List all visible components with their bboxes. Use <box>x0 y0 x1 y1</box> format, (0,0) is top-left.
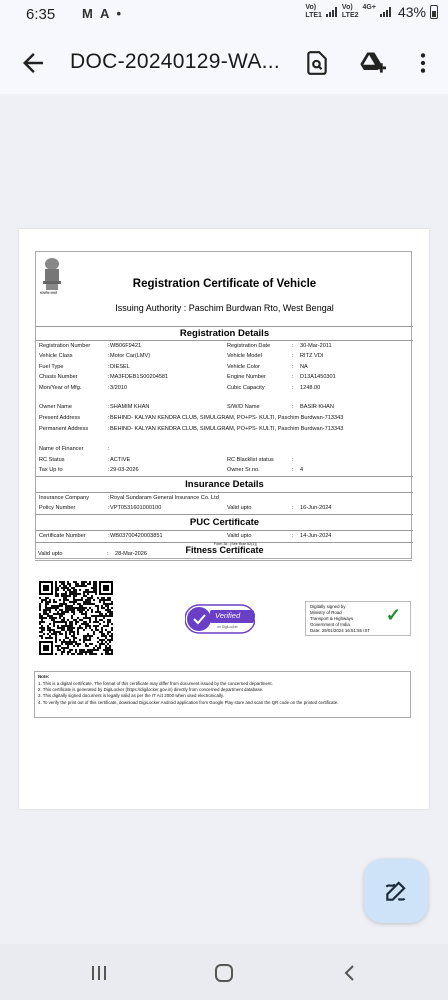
emblem-caption: सत्यमेव जयते <box>40 291 58 295</box>
more-vert-icon[interactable] <box>408 48 438 78</box>
present-address: BEHIND- KALYAN KENDRA CLUB, SIMULGRAM, PO+PS- KULTI, Paschim Burdwan-713343 <box>110 415 344 421</box>
certificate-title: Registration Certificate of Vehicle <box>132 278 317 290</box>
home-icon[interactable] <box>211 960 237 986</box>
qr-code <box>39 581 113 655</box>
field-label: Registration Number <box>39 343 91 349</box>
status-bar <box>0 0 448 32</box>
divider <box>36 476 413 477</box>
divider <box>36 530 413 531</box>
notes-heading: Note: <box>38 674 50 679</box>
registration-certificate: सत्यमेव जयते Registration Certificate of Vehicle Issuing Authority : Paschim Burdwan Rto, West Bengal Registration Details Registration Number : WB06F9421 Vehicle Class : Motor Car(LMV) Fuel Type : DIESEL Chasis Number : MA3FDEB1S00204581 Mon/Year of Mfg. : 3/2010 Registration Date : 30-Mar-2011 Vehicle Model : RITZ VDI Vehicle Color : NA Engine Number : D13A1450301 Cubic Capacity : 1248.00 Owner Name : SHAMIM KHAN S/W/D Name : BASIR KHAN Present Address : BEHIND- KALYAN KENDRA CLUB, SIMULGRAM, PO+PS- KULTI, Paschim Burdwan-713343 Permanent Address : BEHIND- KALYAN KENDRA CLUB, SIMULGRAM, PO+PS- KULTI, Paschim Burdwan-713343 Name of Financer : RC Status : ACTIVE RC Blacklist status : Tax Up to : 29-03-2026 Owner Sr.no. : 4 Insurance Details Insurance Company : Royal Sundaram General Insurance Co. Ltd Policy Number : VPT0531601000100 Valid upto : 16-Jun-2024 PUC Certificate Certificate Number : WB03700420003851 Valid upto : 14-Jun-2024 Fitness Certificate <box>35 251 412 559</box>
section-registration: Registration Details <box>179 328 270 339</box>
divider <box>36 492 413 493</box>
note-line: 1. This is a digital certificate. The format of this certificate may differ from document issued by the concerned department. <box>38 681 273 686</box>
network-4g-icon: 4G+ <box>362 4 376 11</box>
note-line: 2. This certificate is generated by DigiLocker (https://digilocker.gov.in) directly from concerned department database. <box>38 687 264 692</box>
divider <box>36 340 413 341</box>
insurance-company: Royal Sundaram General Insurance Co. Ltd <box>110 495 219 501</box>
divider <box>36 326 413 327</box>
digilocker-verified-badge <box>185 604 255 634</box>
network-lte2-icon: Vo) LTE2 <box>341 4 359 19</box>
back-nav-icon[interactable] <box>337 960 363 986</box>
note-line: 3. This digitally signed document is legally valid as per the IT Act 2000 when used electronically. <box>38 693 224 698</box>
document-title: DOC-20240129-WA... <box>70 50 281 73</box>
network-lte1-icon: Vo) LTE1 <box>305 4 322 19</box>
rc-status: ACTIVE <box>110 457 131 463</box>
system-nav-bar <box>0 944 448 1000</box>
status-right <box>305 4 438 20</box>
fitness-form: Form 38 : [See Rule 62(1)] <box>214 542 257 546</box>
document-search-icon[interactable] <box>302 48 332 78</box>
owner-name: SHAMIM KHAN <box>110 404 150 410</box>
draw-edit-icon <box>383 878 409 904</box>
notes-box <box>34 671 411 718</box>
checkmark-icon: ✓ <box>385 605 401 625</box>
drive-add-icon[interactable] <box>357 48 387 78</box>
battery-percent: 43% <box>397 4 426 20</box>
notification-icons: M A • <box>82 6 124 21</box>
verified-sub: on DigiLocker <box>217 625 238 629</box>
permanent-address: BEHIND- KALYAN KENDRA CLUB, SIMULGRAM, PO+PS- KULTI, Paschim Burdwan-713343 <box>110 426 344 432</box>
signal-icon <box>326 7 338 17</box>
section-fitness: Fitness Certificate <box>185 545 264 555</box>
recents-icon[interactable] <box>86 960 112 986</box>
field-value: WB06F9421 <box>110 343 142 349</box>
fitness-valid: 28-Mar-2026 <box>115 551 148 557</box>
draw-edit-button[interactable] <box>364 859 428 923</box>
note-line: 4. To verify the print out of this certificate, download DigiLocker Android application from Google Play store and scan the QR code on the printed certificate. <box>38 700 339 705</box>
verified-text: Verified <box>215 611 241 620</box>
section-insurance: Insurance Details <box>185 479 264 490</box>
section-puc: PUC Certificate <box>189 517 260 528</box>
digital-signature: Digitally signed by Ministry of Road Transport & Highways Government of India Date: 29/01/2024 16:51:55 IST ✓ <box>305 601 411 636</box>
signal-2-icon <box>380 7 392 17</box>
divider <box>35 560 412 561</box>
national-emblem-icon <box>40 255 64 297</box>
arrow-back-icon[interactable] <box>18 48 48 78</box>
divider <box>36 514 413 515</box>
app-bar <box>0 32 448 94</box>
document-page: सत्यमेव जयते Registration Certificate of Vehicle Issuing Authority : Paschim Burdwan Rto, West Bengal Registration Details Registration Number : WB06F9421 Vehicle Class : Motor Car(LMV) Fuel Type : DIESEL Chasis Number : MA3FDEB1S00204581 Mon/Year of Mfg. : 3/2010 Registration Date : 30-Mar-2011 Vehicle Model : RITZ VDI Vehicle Color : NA Engine Number : D13A1450301 Cubic Capacity : 1248.00 Owner Name : SHAMIM KHAN S/W/D Name : BASIR KHAN Present Address : BEHIND- KALYAN KENDRA CLUB, SIMULGRAM, PO+PS- KULTI, Paschim Burdwan-713343 Permanent Address : BEHIND- KALYAN KENDRA CLUB, SIMULGRAM, PO+PS- KULTI, Paschim Burdwan-713343 Name of Financer : RC Status : ACTIVE RC Blacklist status : Tax Up to : 29-03-2026 Owner Sr.no. : 4 Insurance Details Insurance Company : Royal Sundaram General Insurance Co. Ltd Policy Number : VPT0531601000100 Valid upto : 16-Jun-2024 PUC Certificate Certificate Number : WB03700420003851 Valid upto : 14-Jun-2024 Fitness Certificate Form 38 : [See Rule 62(1)] Valid upto : 28-Mar-2026 <box>19 229 429 809</box>
status-time: 6:35 <box>26 6 56 23</box>
issuing-authority: Issuing Authority : Paschim Burdwan Rto, West Bengal <box>115 303 334 313</box>
battery-icon <box>430 5 438 19</box>
